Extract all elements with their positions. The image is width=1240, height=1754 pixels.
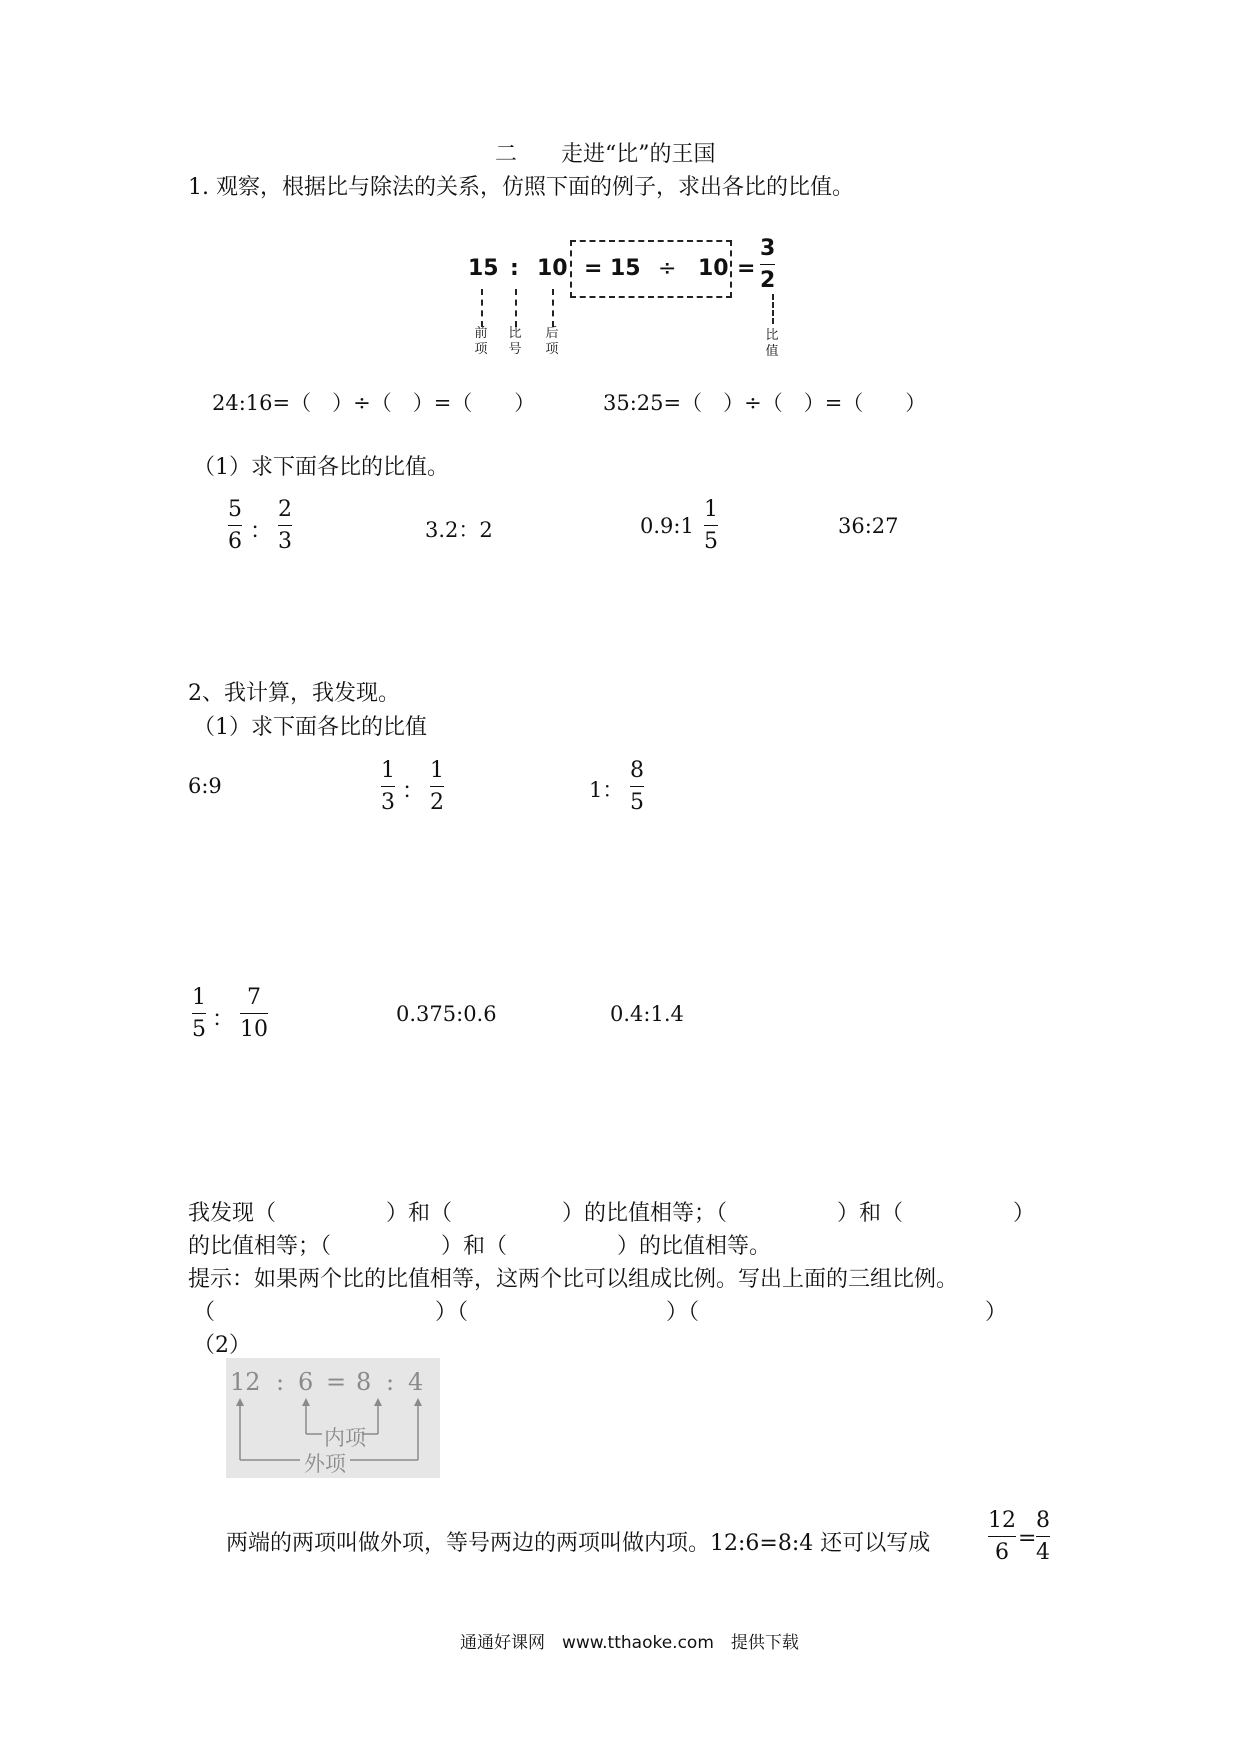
example-ratio-value xyxy=(760,236,775,294)
example-equals-2: = xyxy=(737,256,756,281)
fraction-bar xyxy=(988,1536,1016,1537)
fraction-bar xyxy=(430,786,444,787)
numerator: 1 xyxy=(704,497,718,522)
denominator: 2 xyxy=(430,790,444,815)
numerator: 8 xyxy=(1036,1508,1050,1533)
q2-row1-item-b-frac2 xyxy=(430,758,444,816)
figure-colon-1: : xyxy=(276,1368,285,1396)
q2-row2-item-a-sep: ： xyxy=(212,1007,235,1032)
q1-item-a-sep: ： xyxy=(250,519,273,544)
figure-term-1: 12 xyxy=(230,1368,261,1396)
hint-text: 提示：如果两个比的比值相等，这两个比可以组成比例。写出上面的三组比例。 xyxy=(188,1267,959,1292)
q2-row2-item-a-frac1 xyxy=(192,985,206,1043)
denominator: 4 xyxy=(1036,1540,1050,1565)
example-divisor: 10 xyxy=(698,256,729,281)
fill-in-35-25: 35:25=（ ）÷（ ）=（ ） xyxy=(603,391,927,415)
q2-instruction: 2、我计算，我发现。 xyxy=(188,681,400,706)
fraction-bar xyxy=(278,525,292,526)
explanation-equals: = xyxy=(1018,1526,1037,1551)
label-front-term: 前项 xyxy=(474,326,488,357)
numerator: 2 xyxy=(278,497,292,522)
denominator: 6 xyxy=(995,1540,1009,1565)
example-divide-sign: ÷ xyxy=(658,256,677,281)
figure-equals: = xyxy=(326,1368,347,1396)
figure-outer-label: 外项 xyxy=(304,1452,346,1476)
denominator: 6 xyxy=(228,529,242,554)
q1-sub1-instruction: （1）求下面各比的比值。 xyxy=(193,455,449,480)
example-dividend: 15 xyxy=(610,256,641,281)
explanation-frac1 xyxy=(988,1508,1016,1566)
discover-line-1: 我发现（ ）和（ ）的比值相等；（ ）和（ ） xyxy=(188,1201,1036,1226)
denominator: 3 xyxy=(381,790,395,815)
q1-item-c-prefix: 0.9:1 xyxy=(640,514,694,538)
numerator: 5 xyxy=(228,497,242,522)
q2-row1-item-c-prefix: 1： xyxy=(589,778,624,802)
proportion-terms-figure xyxy=(226,1358,440,1478)
figure-term-4: 4 xyxy=(408,1368,424,1396)
q1-item-b: 3.2：2 xyxy=(425,518,493,542)
fraction-bar xyxy=(228,525,242,526)
fraction-bar xyxy=(192,1013,206,1014)
numerator: 1 xyxy=(381,758,395,783)
label-ratio-sign: 比号 xyxy=(508,326,522,357)
example-colon: : xyxy=(510,256,519,281)
q2-row2-item-a-frac2 xyxy=(240,985,268,1043)
q2-sub1-instruction: （1）求下面各比的比值 xyxy=(193,715,427,740)
numerator: 8 xyxy=(630,758,644,783)
fill-in-24-16: 24:16=（ ）÷（ ）=（ ） xyxy=(212,391,536,415)
fraction-bar xyxy=(240,1013,268,1014)
front-term-pointer xyxy=(481,289,483,327)
discover-line-2: 的比值相等；（ ）和（ ）的比值相等。 xyxy=(188,1234,772,1259)
explanation-frac2 xyxy=(1036,1508,1050,1566)
numerator: 1 xyxy=(430,758,444,783)
figure-term-3: 8 xyxy=(356,1368,372,1396)
ratio-value-pointer xyxy=(772,294,774,324)
fraction-bar xyxy=(381,786,395,787)
denominator: 5 xyxy=(704,529,718,554)
numerator: 12 xyxy=(988,1508,1016,1533)
q2-row2-item-c: 0.4:1.4 xyxy=(610,1002,684,1026)
fraction-bar xyxy=(704,525,718,526)
example-value-numerator: 3 xyxy=(760,236,776,261)
label-ratio-value: 比值 xyxy=(765,328,779,359)
q1-item-a-frac1 xyxy=(228,497,242,555)
example-front-term: 15 xyxy=(468,256,499,281)
fraction-bar xyxy=(760,264,775,265)
fraction-bar xyxy=(1036,1536,1050,1537)
numerator: 1 xyxy=(192,985,206,1010)
denominator: 10 xyxy=(240,1017,268,1042)
explanation-text: 两端的两项叫做外项，等号两边的两项叫做内项。12:6=8:4 还可以写成 xyxy=(226,1531,931,1556)
page-title: 二 走进“比”的王国 xyxy=(495,142,716,167)
proportion-blanks: （ ）（ ）（ ） xyxy=(193,1300,1008,1325)
example-back-term: 10 xyxy=(537,256,568,281)
q2-sub2-label: （2） xyxy=(193,1333,251,1358)
q1-item-d: 36:27 xyxy=(838,514,899,538)
q1-instruction: 1. 观察，根据比与除法的关系，仿照下面的例子，求出各比的比值。 xyxy=(188,175,854,200)
figure-inner-label: 内项 xyxy=(324,1426,366,1450)
fraction-bar xyxy=(630,786,644,787)
figure-term-2: 6 xyxy=(298,1368,314,1396)
figure-colon-2: : xyxy=(386,1368,395,1396)
example-value-denominator: 2 xyxy=(760,268,776,293)
q1-item-c-frac xyxy=(704,497,718,555)
q2-row1-item-a: 6:9 xyxy=(188,774,222,798)
q2-row2-item-b: 0.375:0.6 xyxy=(396,1002,497,1026)
denominator: 5 xyxy=(192,1017,206,1042)
q2-row1-item-b-frac1 xyxy=(381,758,395,816)
denominator: 5 xyxy=(630,790,644,815)
back-term-pointer xyxy=(552,289,554,327)
numerator: 7 xyxy=(247,985,261,1010)
ratio-sign-pointer xyxy=(515,289,517,327)
denominator: 3 xyxy=(278,529,292,554)
q1-item-a-frac2 xyxy=(278,497,292,555)
example-equals-1: = xyxy=(584,256,603,281)
q2-row1-item-c-frac xyxy=(630,758,644,816)
label-back-term: 后项 xyxy=(545,326,559,357)
q2-row1-item-b-sep: ： xyxy=(402,779,425,804)
page-footer: 通通好课网 www.tthaoke.com 提供下载 xyxy=(460,1633,799,1653)
